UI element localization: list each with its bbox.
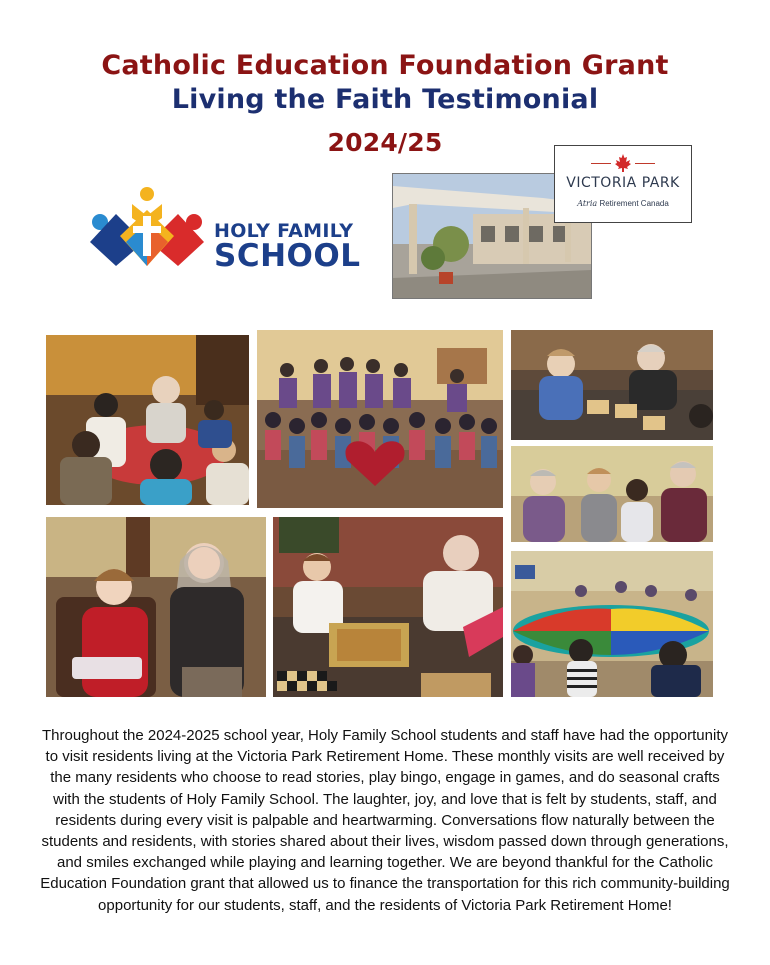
photo-girl-and-resident xyxy=(46,517,266,697)
victoria-park-logo xyxy=(554,145,692,223)
photo-parachute-game xyxy=(511,551,713,697)
title-line-1: Catholic Education Foundation Grant xyxy=(101,50,669,81)
title-year: 2024/25 xyxy=(327,128,443,157)
photo-board-game xyxy=(273,517,503,697)
photo-reading-couch xyxy=(511,446,713,542)
victoria-park-tagline: Atria Retirement Canada xyxy=(577,199,669,208)
victoria-park-name: VICTORIA PARK xyxy=(566,175,680,191)
school-name-line-1: HOLY FAMILY xyxy=(214,220,354,242)
testimonial-paragraph: Throughout the 2024-2025 school year, Holy Family School students and staff have had the opportunity to visit residents living at the Victoria Park Retirement Home. These monthly visits are well received by the many residents who choose to read stories, play bingo, engage in games, and do seasonal crafts with the students of Holy Family School. The laughter, joy, and love that is felt by students, staff, and residents during every visit is palpable and heartwarming. Conversations flow naturally between the students and residents, with stories shared about their lives, wisdom passed down through generations, and smiles exchanged while playing and learning together. We are beyond thankful for the Catholic Education Foundation grant that allowed us to finance the transportation for this rich community-building opportunity for our students, staff, and the residents of Victoria Park Retirement Home! xyxy=(40,727,730,914)
photo-bingo-table xyxy=(511,330,713,440)
photo-group-heart xyxy=(257,330,503,508)
title-line-2: Living the Faith Testimonial xyxy=(171,84,599,115)
maple-leaf-icon xyxy=(615,154,631,172)
photo-crafts-table xyxy=(46,335,249,505)
school-name-line-2: SCHOOL xyxy=(214,238,361,274)
